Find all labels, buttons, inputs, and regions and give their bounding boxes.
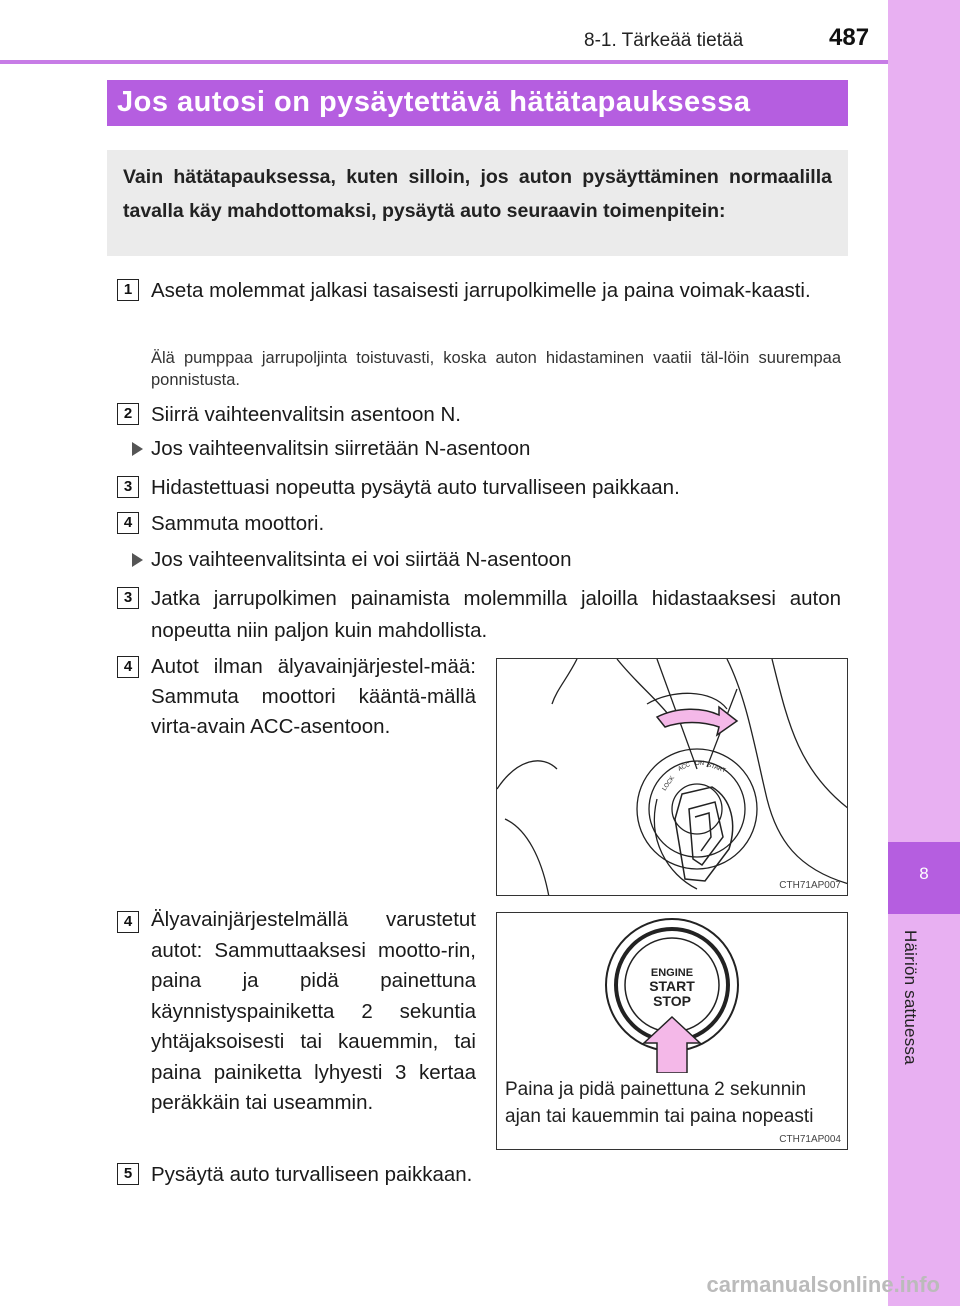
ignition-position-lock: LOCK [661, 775, 677, 793]
button-label-start: START [649, 978, 695, 994]
button-label-stop: STOP [653, 993, 691, 1009]
ignition-position-on: ON [695, 761, 704, 767]
step-number: 4 [117, 512, 139, 534]
chapter-tab[interactable] [888, 842, 960, 914]
step-number: 3 [117, 476, 139, 498]
step-text: Jatka jarrupolkimen painamista molemmilla jaloilla hidastaaksesi auton nopeutta niin paljon kuin mahdollista. [151, 587, 841, 642]
step-text: Pysäytä auto turvalliseen paikkaan. [151, 1163, 473, 1186]
case-heading: Jos vaihteenvalitsin siirretään N-asentoon [151, 437, 531, 460]
chapter-number: 8 [919, 864, 929, 883]
arrow-bullet-icon [132, 442, 143, 456]
watermark: carmanualsonline.info [706, 1272, 940, 1297]
case-heading: Jos vaihteenvalitsinta ei voi siirtää N-asentoon [151, 548, 572, 571]
step-number: 3 [117, 587, 139, 609]
step-number: 5 [117, 1163, 139, 1185]
figure-code: CTH71AP007 [779, 880, 841, 891]
side-band [888, 0, 960, 1306]
start-stop-figure [496, 912, 848, 1150]
chapter-label: Häiriön sattuessa [901, 930, 920, 1065]
figure-caption [505, 1076, 813, 1130]
step-text: Siirrä vaihteenvalitsin asentoon N. [151, 403, 461, 426]
ignition-key-figure [496, 658, 848, 896]
intro-box: Vain hätätapauksessa, kuten silloin, jos auton pysäyttäminen normaalilla tavalla käy mahdottomaksi, pysäytä auto seuraavin toimenpitein: [107, 150, 848, 256]
step-text: Autot ilman älyavainjärjestel-mää: Sammuta moottori kääntä-mällä virta-avain ACC-asentoon. [151, 655, 476, 738]
step-text: Älyavainjärjestelmällä varustetut autot: Sammuttaaksesi mootto-rin, paina ja pidä painettuna käynnistyspainiketta 2 sekuntia yhtäjaksoisesti tai kauemmin, tai paina painiketta lyhyesti 3 kertaa peräkkäin tai useammin. [151, 908, 476, 1114]
step-number: 2 [117, 403, 139, 425]
step-number: 4 [117, 656, 139, 678]
figure-caption-line: ajan tai kauemmin tai paina nopeasti [505, 1106, 814, 1127]
ignition-position-start: START [706, 762, 727, 775]
step-number: 4 [117, 911, 139, 933]
page-title: Jos autosi on pysäytettävä hätätapauksessa [107, 80, 848, 126]
ignition-key-illustration [497, 659, 848, 896]
ignition-position-acc: ACC [677, 762, 692, 773]
page-number: 487 [829, 24, 870, 51]
step-number: 1 [117, 279, 139, 301]
header-divider [0, 60, 888, 64]
step-text: Aseta molemmat jalkasi tasaisesti jarrupolkimelle ja paina voimak-kaasti. [151, 279, 811, 302]
figure-caption-line: Paina ja pidä painettuna 2 sekunnin [505, 1079, 807, 1100]
figure-code: CTH71AP004 [779, 1134, 841, 1145]
section-title: 8-1. Tärkeää tietää [584, 30, 744, 51]
button-label-engine: ENGINE [650, 967, 694, 979]
step-text: Hidastettuasi nopeutta pysäytä auto turvalliseen paikkaan. [151, 476, 680, 499]
step-note: Älä pumppaa jarrupoljinta toistuvasti, koska auton hidastaminen vaatii täl-löin suurempaa ponnistusta. [151, 349, 841, 389]
start-stop-button-illustration [497, 913, 848, 1073]
step-text: Sammuta moottori. [151, 512, 325, 535]
arrow-bullet-icon [132, 553, 143, 567]
